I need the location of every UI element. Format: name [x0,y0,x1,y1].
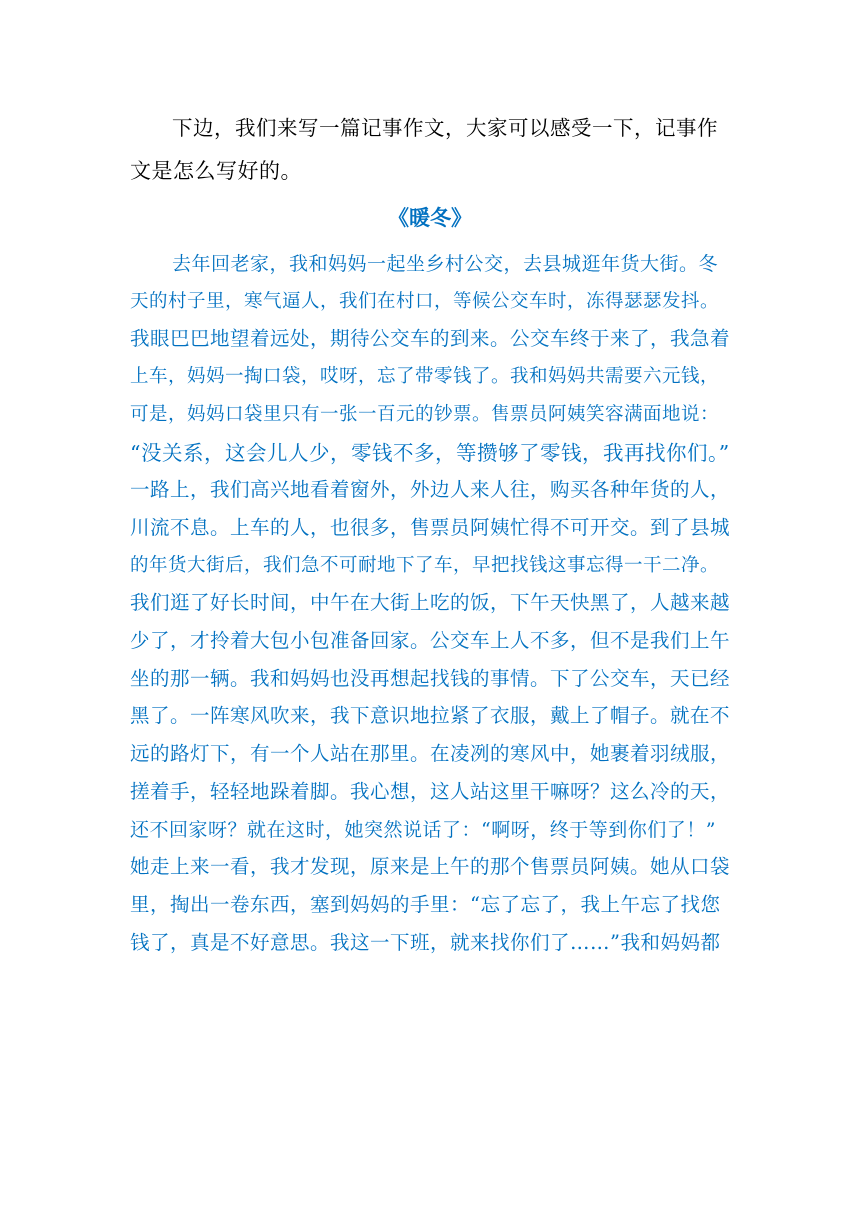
story-line: 我们逛了好长时间，中午在大街上吃的饭，下午天快黑了，人越来越 [130,591,731,615]
story-line: 上车，妈妈一掏口袋，哎呀，忘了带零钱了。我和妈妈共需要六元钱， [130,366,720,388]
story-line: 少了，才拎着大包小包准备回家。公交车上人不多，但不是我们上午 [130,629,731,652]
story-line: 她走上来一看，我才发现，原来是上午的那个售票员阿姨。她从口袋 [130,855,731,879]
story-line: 一路上，我们高兴地看着窗外，外边人来人往，购买各种年货的人， [130,478,731,502]
story-title: 《暖冬》 [388,206,472,230]
story-line: 我眼巴巴地望着远处，期待公交车的到来。公交车终于来了，我急着 [130,327,731,351]
story-line: 坐的那一辆。我和妈妈也没再想起找钱的事情。下了公交车，天已经 [130,666,731,690]
story-line: 搓着手，轻轻地跺着脚。我心想，这人站这里干嘛呀？这么冷的天， [130,779,731,803]
story-line: 钱了，真是不好意思。我这一下班，就来找你们了……”我和妈妈都 [130,930,721,954]
story-line: 黑了。一阵寒风吹来，我下意识地拉紧了衣服，戴上了帽子。就在不 [130,704,731,728]
intro-line: 文是怎么写好的。 [130,159,302,183]
intro-line: 下边，我们来写一篇记事作文，大家可以感受一下，记事作 [172,116,718,140]
story-line: 川流不息。上车的人，也很多，售票员阿姨忙得不可开交。到了县城 [130,515,731,539]
story-line: 的年货大街后，我们急不可耐地下了车，早把找钱这事忘得一干二净。 [130,554,720,576]
story-line: 去年回老家，我和妈妈一起坐乡村公交，去县城逛年货大街。冬 [172,253,719,275]
story-line: 天的村子里，寒气逼人，我们在村口，等候公交车时，冻得瑟瑟发抖。 [130,290,720,312]
story-line: 还不回家呀？就在这时，她突然说话了：“啊呀，终于等到你们了！” [130,818,716,841]
story-line: 可是，妈妈口袋里只有一张一百元的钞票。售票员阿姨笑容满面地说： [130,403,720,425]
story-line: 里，掏出一卷东西，塞到妈妈的手里：“忘了忘了，我上午忘了找您 [130,892,721,916]
story-line: 远的路灯下，有一个人站在那里。在凌冽的寒风中，她裹着羽绒服， [130,742,731,766]
story-line: “没关系，这会儿人少，零钱不多，等攒够了零钱，我再找你们。” [130,440,730,465]
